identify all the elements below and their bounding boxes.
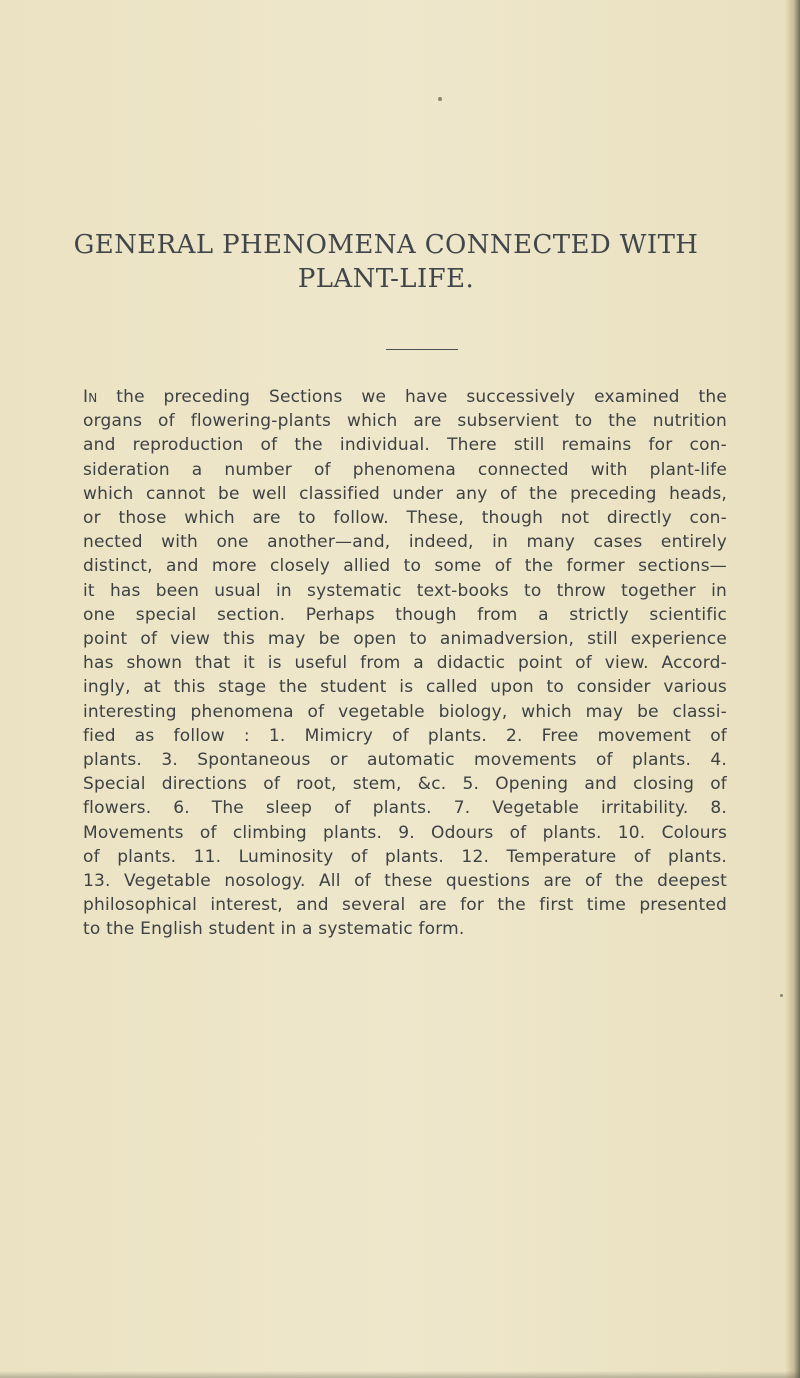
paragraph-line-text: the preceding Sections we have successively examined the [97, 387, 727, 407]
paragraph-line [83, 385, 727, 409]
paragraph-line: has shown that it is useful from a didactic point of view. Accord- [83, 653, 727, 674]
section-title-line-1: GENERAL PHENOMENA CONNECTED WITH [73, 230, 699, 260]
paragraph-line: organs of flowering-plants which are subservient to the nutrition [83, 411, 727, 432]
paragraph-line: of plants. 11. Luminosity of plants. 12. Temperature of plants. [83, 846, 727, 867]
paper-speck [780, 994, 783, 997]
page-bottom-shadow [0, 1371, 800, 1378]
paragraph-lead-word: In [83, 387, 98, 407]
paragraph-line: it has been usual in systematic text-books to throw together in [83, 580, 727, 601]
paragraph-line: fied as follow : 1. Mimicry of plants. 2. Free movement of [83, 725, 727, 746]
paragraph-line: nected with one another—and, indeed, in many cases entirely [83, 532, 727, 553]
paragraph-line: ingly, at this stage the student is called upon to consider various [83, 677, 727, 698]
paper-speck [438, 97, 442, 101]
paragraph-line: philosophical interest, and several are for the first time presented [83, 895, 727, 916]
paragraph-line: sideration a number of phenomena connected with plant-life [83, 459, 727, 480]
paragraph-line: plants. 3. Spontaneous or automatic movements of plants. 4. [83, 750, 727, 771]
paragraph-line: or those which are to follow. These, though not directly con- [83, 508, 727, 529]
section-title [66, 228, 706, 296]
paragraph-line: 13. Vegetable nosology. All of these questions are of the deepest [83, 871, 727, 892]
paragraph-line: interesting phenomena of vegetable biology, which may be classi- [83, 701, 727, 722]
body-paragraph [83, 385, 727, 942]
paragraph-line: to the English student in a systematic form. [83, 919, 465, 940]
paragraph-line: distinct, and more closely allied to some of the former sections— [83, 556, 727, 577]
paragraph-line: flowers. 6. The sleep of plants. 7. Vegetable irritability. 8. [83, 798, 727, 819]
section-title-line-2: PLANT-LIFE. [297, 264, 475, 294]
paragraph-line: Movements of climbing plants. 9. Odours of plants. 10. Colours [83, 822, 727, 843]
paragraph-line: one special section. Perhaps though from a strictly scientific [83, 604, 727, 625]
page-edge-shadow [786, 0, 800, 1378]
paragraph-line: Special directions of root, stem, &c. 5. Opening and closing of [83, 774, 727, 795]
paragraph-line: and reproduction of the individual. There still remains for con- [83, 435, 727, 456]
paragraph-line: which cannot be well classified under any of the preceding heads, [83, 483, 727, 504]
title-divider [386, 349, 458, 350]
paragraph-line: point of view this may be open to animadversion, still experience [83, 629, 727, 650]
